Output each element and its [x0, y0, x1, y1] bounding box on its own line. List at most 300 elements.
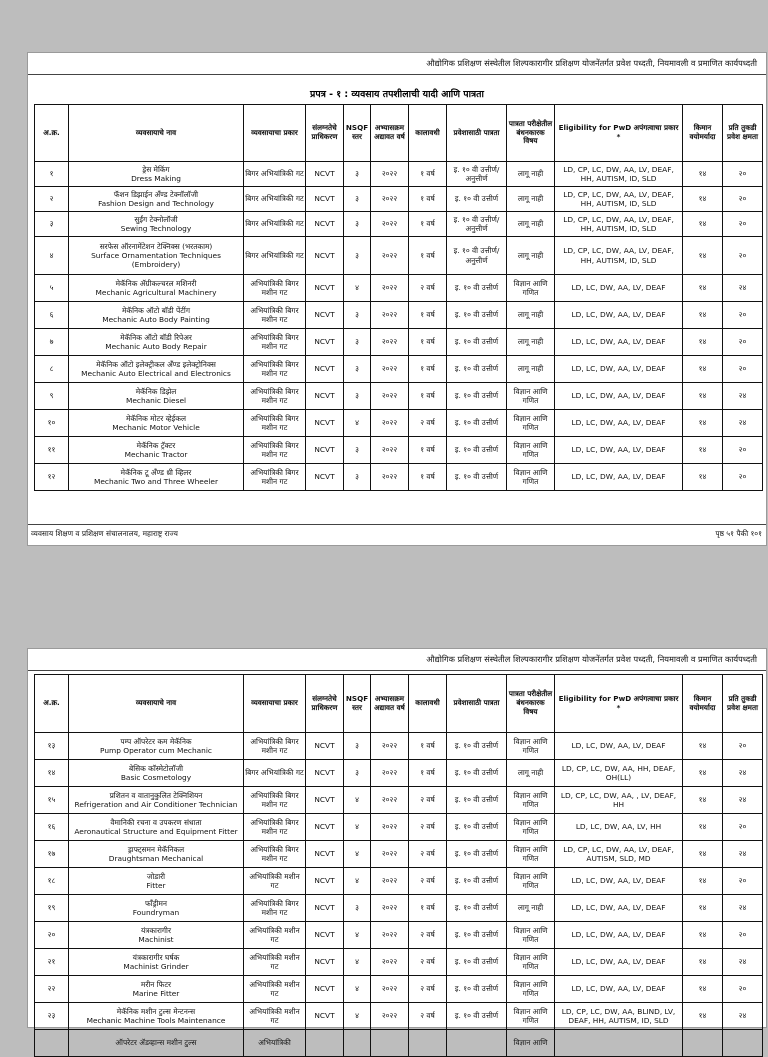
eligibility-cell: इ. १० वी उत्तीर्ण	[447, 895, 507, 922]
eligibility-cell: इ. १० वी उत्तीर्ण	[447, 302, 507, 329]
serial-number-cell: १	[35, 162, 69, 187]
nsqf-level-cell: ४	[344, 410, 371, 437]
nsqf-level-cell: ४	[344, 868, 371, 895]
affiliation-cell: NCVT	[306, 383, 344, 410]
syllabus-year-cell: २०२२	[371, 212, 409, 237]
trade-name-cell	[69, 329, 244, 356]
header-text: औद्योगिक प्रशिक्षण संस्थेतील शिल्पकारागीर प्रशिक्षण योजनेंतर्गत प्रवेश पध्दती, नियमावली व प्रमाणित कार्यपध्दती	[426, 654, 757, 664]
syllabus-year-cell: २०२२	[371, 162, 409, 187]
eligibility-cell: इ. १० वी उत्तीर्ण/अनुत्तीर्ण	[447, 162, 507, 187]
mandatory-subject-cell: विज्ञान आणि गणित	[507, 949, 555, 976]
trade-name-english: Marine Fitter	[132, 989, 180, 998]
trade-name-cell	[69, 187, 244, 212]
eligibility-cell: इ. १० वी उत्तीर्ण	[447, 868, 507, 895]
min-age-cell: १४	[683, 760, 723, 787]
affiliation-cell: NCVT	[306, 976, 344, 1003]
table-row	[35, 275, 763, 302]
column-header: किमान वयोमर्यादा	[683, 675, 723, 733]
trade-name-english: Surface Ornamentation Techniques (Embroidery)	[91, 250, 221, 270]
nsqf-level-cell: ३	[344, 760, 371, 787]
affiliation-cell: NCVT	[306, 237, 344, 275]
pwd-eligibility-cell: LD, CP, LC, DW, AA, , LV, DEAF, HH	[555, 787, 683, 814]
affiliation-cell: NCVT	[306, 868, 344, 895]
syllabus-year-cell: २०२२	[371, 787, 409, 814]
trade-name-cell	[69, 356, 244, 383]
affiliation-cell: NCVT	[306, 464, 344, 491]
mandatory-subject-cell: लागू नाही	[507, 356, 555, 383]
duration-cell: १ वर्ष	[409, 760, 447, 787]
mandatory-subject-cell: लागू नाही	[507, 162, 555, 187]
column-header: कालावधी	[409, 675, 447, 733]
serial-number-cell: १२	[35, 464, 69, 491]
table-row	[35, 922, 763, 949]
duration-cell: १ वर्ष	[409, 329, 447, 356]
syllabus-year-cell: २०२२	[371, 976, 409, 1003]
eligibility-cell: इ. १० वी उत्तीर्ण	[447, 760, 507, 787]
duration-cell: २ वर्ष	[409, 410, 447, 437]
trade-name-english: Mechanic Diesel	[125, 396, 187, 405]
trade-type-cell: अभियांत्रिकी मशीन गट	[244, 922, 306, 949]
syllabus-year-cell: २०२२	[371, 868, 409, 895]
eligibility-cell	[447, 1030, 507, 1057]
table-row	[35, 410, 763, 437]
eligibility-cell: इ. १० वी उत्तीर्ण	[447, 976, 507, 1003]
mandatory-subject-cell: लागू नाही	[507, 187, 555, 212]
table-row	[35, 814, 763, 841]
nsqf-level-cell	[344, 1030, 371, 1057]
trade-type-cell: बिगर अभियांत्रिकी गट	[244, 760, 306, 787]
pwd-eligibility-cell: LD, CP, LC, DW, AA, LV, DEAF, HH, AUTISM, ID, SLD	[555, 212, 683, 237]
syllabus-year-cell: २०२२	[371, 949, 409, 976]
trade-type-cell: अभियांत्रिकी बिगर मशीन गट	[244, 329, 306, 356]
trade-name-marathi: मेकॅनिक ऑटो बॉडी पेंटींग	[121, 305, 191, 315]
pwd-eligibility-cell: LD, LC, DW, AA, LV, DEAF	[555, 437, 683, 464]
table-row	[35, 162, 763, 187]
nsqf-level-cell: ३	[344, 733, 371, 760]
trade-type-cell: अभियांत्रिकी बिगर मशीन गट	[244, 895, 306, 922]
affiliation-cell: NCVT	[306, 187, 344, 212]
eligibility-cell: इ. १० वी उत्तीर्ण	[447, 814, 507, 841]
trade-name-marathi: यंत्रकारागीर	[141, 925, 171, 935]
trade-name-english: Mechanic Auto Body Painting	[102, 315, 210, 324]
trade-type-cell: अभियांत्रिकी बिगर मशीन गट	[244, 841, 306, 868]
table-row	[35, 356, 763, 383]
footer-page-number: पृष्ठ ५१ पैकी १०१	[715, 529, 762, 538]
duration-cell: १ वर्ष	[409, 302, 447, 329]
min-age-cell: १४	[683, 302, 723, 329]
duration-cell: २ वर्ष	[409, 814, 447, 841]
column-header: किमान वयोमर्यादा	[683, 105, 723, 162]
trade-type-cell: अभियांत्रिकी मशीन गट	[244, 949, 306, 976]
column-header: व्यवसायाचे नाव	[69, 105, 244, 162]
batch-capacity-cell: २०	[723, 976, 763, 1003]
trade-type-cell: अभियांत्रिकी बिगर मशीन गट	[244, 733, 306, 760]
batch-capacity-cell: २४	[723, 895, 763, 922]
trade-type-cell: अभियांत्रिकी	[244, 1030, 306, 1057]
pwd-eligibility-cell: LD, LC, DW, AA, LV, DEAF	[555, 329, 683, 356]
pwd-eligibility-cell: LD, CP, LC, DW, AA, HH, DEAF, OH(LL)	[555, 760, 683, 787]
eligibility-cell: इ. १० वी उत्तीर्ण	[447, 949, 507, 976]
duration-cell: १ वर्ष	[409, 464, 447, 491]
nsqf-level-cell: ३	[344, 895, 371, 922]
mandatory-subject-cell: विज्ञान आणि गणित	[507, 1003, 555, 1030]
min-age-cell: १४	[683, 329, 723, 356]
serial-number-cell: ९	[35, 383, 69, 410]
batch-capacity-cell: २४	[723, 787, 763, 814]
trade-name-cell	[69, 302, 244, 329]
table-row	[35, 949, 763, 976]
footer-left: व्यवसाय शिक्षण व प्रशिक्षण संचालनालय, महाराष्ट्र राज्य	[31, 529, 178, 538]
pwd-eligibility-cell: LD, LC, DW, AA, LV, DEAF	[555, 949, 683, 976]
eligibility-cell: इ. १० वी उत्तीर्ण	[447, 733, 507, 760]
affiliation-cell: NCVT	[306, 949, 344, 976]
duration-cell: १ वर्ष	[409, 356, 447, 383]
pwd-eligibility-cell: LD, CP, LC, DW, AA, LV, DEAF, AUTISM, SLD, MD	[555, 841, 683, 868]
column-header: प्रवेशासाठी पात्रता	[447, 105, 507, 162]
syllabus-year-cell: २०२२	[371, 437, 409, 464]
trade-table	[34, 674, 763, 1057]
table-row	[35, 787, 763, 814]
eligibility-cell: इ. १० वी उत्तीर्ण	[447, 383, 507, 410]
column-header: संलग्नतेचे प्राधिकरण	[306, 105, 344, 162]
eligibility-cell: इ. १० वी उत्तीर्ण	[447, 1003, 507, 1030]
trade-type-cell: बिगर अभियांत्रिकी गट	[244, 212, 306, 237]
pwd-eligibility-cell	[555, 1030, 683, 1057]
column-header: NSQF स्तर	[344, 675, 371, 733]
trade-name-marathi: ऑपरेटर ॲडव्हान्स मशीन टुल्स	[115, 1038, 197, 1048]
syllabus-year-cell: २०२२	[371, 237, 409, 275]
batch-capacity-cell: २०	[723, 814, 763, 841]
trade-name-marathi: ड्राफ्ट्समन मेकॅनिकल	[127, 844, 185, 854]
trade-name-cell	[69, 464, 244, 491]
syllabus-year-cell: २०२२	[371, 733, 409, 760]
batch-capacity-cell: २०	[723, 237, 763, 275]
duration-cell: २ वर्ष	[409, 949, 447, 976]
trade-name-marathi: ड्रेस मेकिंग	[142, 164, 170, 174]
eligibility-cell: इ. १० वी उत्तीर्ण	[447, 356, 507, 383]
min-age-cell: १४	[683, 814, 723, 841]
affiliation-cell: NCVT	[306, 437, 344, 464]
syllabus-year-cell	[371, 1030, 409, 1057]
syllabus-year-cell: २०२२	[371, 410, 409, 437]
page-header	[28, 53, 766, 75]
trade-name-cell	[69, 437, 244, 464]
serial-number-cell: ८	[35, 356, 69, 383]
serial-number-cell: १३	[35, 733, 69, 760]
affiliation-cell: NCVT	[306, 212, 344, 237]
trade-name-cell	[69, 841, 244, 868]
min-age-cell: १४	[683, 1003, 723, 1030]
eligibility-cell: इ. १० वी उत्तीर्ण	[447, 410, 507, 437]
trade-type-cell: अभियांत्रिकी बिगर मशीन गट	[244, 437, 306, 464]
serial-number-cell: २३	[35, 1003, 69, 1030]
mandatory-subject-cell: विज्ञान आणि गणित	[507, 383, 555, 410]
trade-type-cell: अभियांत्रिकी बिगर मशीन गट	[244, 787, 306, 814]
min-age-cell: १४	[683, 464, 723, 491]
column-header: प्रति तुकडी प्रवेश क्षमता	[723, 105, 763, 162]
serial-number-cell: ५	[35, 275, 69, 302]
table-row	[35, 1030, 763, 1057]
syllabus-year-cell: २०२२	[371, 275, 409, 302]
syllabus-year-cell: २०२२	[371, 302, 409, 329]
footer-divider	[28, 524, 766, 525]
min-age-cell	[683, 1030, 723, 1057]
min-age-cell: १४	[683, 733, 723, 760]
duration-cell: १ वर्ष	[409, 383, 447, 410]
duration-cell: १ वर्ष	[409, 237, 447, 275]
eligibility-cell: इ. १० वी उत्तीर्ण	[447, 787, 507, 814]
trade-type-cell: अभियांत्रिकी मशीन गट	[244, 1003, 306, 1030]
nsqf-level-cell: ३	[344, 464, 371, 491]
eligibility-cell: इ. १० वी उत्तीर्ण	[447, 275, 507, 302]
page-header	[28, 649, 766, 671]
trade-type-cell: अभियांत्रिकी मशीन गट	[244, 976, 306, 1003]
affiliation-cell: NCVT	[306, 356, 344, 383]
trade-name-english: Mechanic Machine Tools Maintenance	[86, 1016, 226, 1025]
nsqf-level-cell: ३	[344, 237, 371, 275]
trade-name-english: Refrigeration and Air Conditioner Technician	[74, 800, 238, 809]
pwd-eligibility-cell: LD, LC, DW, AA, LV, DEAF	[555, 895, 683, 922]
trade-name-marathi: वैमानिकी रचना व उपकरण संधाता	[110, 817, 202, 827]
column-header: व्यवसायाचा प्रकार	[244, 105, 306, 162]
pwd-eligibility-cell: LD, CP, LC, DW, AA, LV, DEAF, HH, AUTISM, ID, SLD	[555, 237, 683, 275]
trade-name-marathi: फॅशन डिझाईन अँण्ड टेक्नॉलॉजी	[113, 189, 199, 199]
trade-type-cell: अभियांत्रिकी बिगर मशीन गट	[244, 275, 306, 302]
trade-name-cell	[69, 162, 244, 187]
min-age-cell: १४	[683, 437, 723, 464]
trade-name-marathi: जोडारी	[146, 871, 166, 881]
mandatory-subject-cell: विज्ञान आणि गणित	[507, 733, 555, 760]
trade-name-marathi: यंत्रकारागीर घर्षक	[132, 952, 180, 962]
batch-capacity-cell: २४	[723, 383, 763, 410]
serial-number-cell: २२	[35, 976, 69, 1003]
table-header-row	[35, 105, 763, 162]
min-age-cell: १४	[683, 976, 723, 1003]
pwd-eligibility-cell: LD, LC, DW, AA, LV, DEAF	[555, 976, 683, 1003]
mandatory-subject-cell: विज्ञान आणि गणित	[507, 814, 555, 841]
table-body	[35, 162, 763, 491]
mandatory-subject-cell: लागू नाही	[507, 237, 555, 275]
pwd-eligibility-cell: LD, LC, DW, AA, LV, DEAF	[555, 464, 683, 491]
syllabus-year-cell: २०२२	[371, 187, 409, 212]
trade-name-cell	[69, 1030, 244, 1057]
duration-cell: २ वर्ष	[409, 922, 447, 949]
serial-number-cell: ६	[35, 302, 69, 329]
nsqf-level-cell: ४	[344, 275, 371, 302]
nsqf-level-cell: ४	[344, 814, 371, 841]
trade-name-cell	[69, 1003, 244, 1030]
min-age-cell: १४	[683, 949, 723, 976]
affiliation-cell: NCVT	[306, 162, 344, 187]
serial-number-cell: १४	[35, 760, 69, 787]
trade-name-english: Aeronautical Structure and Equipment Fitter	[74, 827, 238, 836]
trade-name-cell	[69, 733, 244, 760]
nsqf-level-cell: ४	[344, 976, 371, 1003]
min-age-cell: १४	[683, 237, 723, 275]
min-age-cell: १४	[683, 868, 723, 895]
duration-cell: १ वर्ष	[409, 733, 447, 760]
trade-name-english: Dress Making	[131, 174, 181, 183]
duration-cell: १ वर्ष	[409, 187, 447, 212]
min-age-cell: १४	[683, 922, 723, 949]
eligibility-cell: इ. १० वी उत्तीर्ण	[447, 329, 507, 356]
serial-number-cell: ३	[35, 212, 69, 237]
serial-number-cell: १०	[35, 410, 69, 437]
affiliation-cell: NCVT	[306, 302, 344, 329]
batch-capacity-cell: २०	[723, 329, 763, 356]
pwd-eligibility-cell: LD, LC, DW, AA, LV, DEAF	[555, 275, 683, 302]
syllabus-year-cell: २०२२	[371, 356, 409, 383]
trade-name-english: Machinist Grinder	[123, 962, 189, 971]
affiliation-cell: NCVT	[306, 814, 344, 841]
eligibility-cell: इ. १० वी उत्तीर्ण	[447, 922, 507, 949]
affiliation-cell: NCVT	[306, 410, 344, 437]
trade-type-cell: अभियांत्रिकी बिगर मशीन गट	[244, 464, 306, 491]
affiliation-cell: NCVT	[306, 1003, 344, 1030]
duration-cell: १ वर्ष	[409, 212, 447, 237]
eligibility-cell: इ. १० वी उत्तीर्ण	[447, 437, 507, 464]
trade-name-english: Mechanic Auto Body Repair	[105, 342, 207, 351]
table-row	[35, 464, 763, 491]
batch-capacity-cell: २४	[723, 410, 763, 437]
serial-number-cell	[35, 1030, 69, 1057]
mandatory-subject-cell: विज्ञान आणि गणित	[507, 841, 555, 868]
pwd-eligibility-cell: LD, LC, DW, AA, LV, DEAF	[555, 733, 683, 760]
affiliation-cell: NCVT	[306, 895, 344, 922]
batch-capacity-cell: २०	[723, 733, 763, 760]
mandatory-subject-cell: विज्ञान आणि गणित	[507, 976, 555, 1003]
affiliation-cell: NCVT	[306, 787, 344, 814]
mandatory-subject-cell: विज्ञान आणि	[507, 1030, 555, 1057]
trade-name-english: Mechanic Motor Vehicle	[112, 423, 200, 432]
min-age-cell: १४	[683, 187, 723, 212]
trade-name-english: Machinist	[138, 935, 174, 944]
pwd-eligibility-cell: LD, LC, DW, AA, LV, DEAF	[555, 922, 683, 949]
batch-capacity-cell: २४	[723, 275, 763, 302]
syllabus-year-cell: २०२२	[371, 383, 409, 410]
duration-cell: २ वर्ष	[409, 1003, 447, 1030]
table-row	[35, 329, 763, 356]
affiliation-cell: NCVT	[306, 841, 344, 868]
trade-type-cell: बिगर अभियांत्रिकी गट	[244, 237, 306, 275]
duration-cell: २ वर्ष	[409, 841, 447, 868]
batch-capacity-cell: २०	[723, 464, 763, 491]
trade-name-cell	[69, 212, 244, 237]
column-header: Eligibility for PwD अपंगत्वाचा प्रकार *	[555, 105, 683, 162]
duration-cell: २ वर्ष	[409, 787, 447, 814]
nsqf-level-cell: ३	[344, 329, 371, 356]
table-body	[35, 733, 763, 1057]
column-header: व्यवसायाचे नाव	[69, 675, 244, 733]
affiliation-cell: NCVT	[306, 329, 344, 356]
syllabus-year-cell: २०२२	[371, 841, 409, 868]
batch-capacity-cell: २०	[723, 187, 763, 212]
trade-table	[34, 104, 763, 491]
trade-name-marathi: मेकॅनिक ऑटो बॉडी रिपेअर	[120, 332, 192, 342]
trade-name-cell	[69, 237, 244, 275]
min-age-cell: १४	[683, 410, 723, 437]
trade-name-cell	[69, 760, 244, 787]
nsqf-level-cell: ३	[344, 383, 371, 410]
trade-type-cell: अभियांत्रिकी बिगर मशीन गट	[244, 302, 306, 329]
min-age-cell: १४	[683, 841, 723, 868]
trade-name-english: Fitter	[146, 881, 166, 890]
serial-number-cell: १६	[35, 814, 69, 841]
table-row	[35, 841, 763, 868]
header-text: औद्योगिक प्रशिक्षण संस्थेतील शिल्पकारागीर प्रशिक्षण योजनेंतर्गत प्रवेश पध्दती, नियमावली व प्रमाणित कार्यपध्दती	[426, 58, 757, 68]
pwd-eligibility-cell: LD, LC, DW, AA, LV, DEAF	[555, 302, 683, 329]
batch-capacity-cell: २०	[723, 302, 763, 329]
column-header: कालावधी	[409, 105, 447, 162]
trade-name-english: Basic Cosmetology	[120, 773, 192, 782]
column-header: व्यवसायाचा प्रकार	[244, 675, 306, 733]
trade-name-marathi: मेकॅनिक ट्रॅक्टर	[136, 440, 176, 450]
mandatory-subject-cell: लागू नाही	[507, 212, 555, 237]
batch-capacity-cell: २४	[723, 949, 763, 976]
affiliation-cell: NCVT	[306, 760, 344, 787]
serial-number-cell: ४	[35, 237, 69, 275]
trade-name-cell	[69, 976, 244, 1003]
pwd-eligibility-cell: LD, LC, DW, AA, LV, DEAF	[555, 356, 683, 383]
min-age-cell: १४	[683, 162, 723, 187]
mandatory-subject-cell: विज्ञान आणि गणित	[507, 275, 555, 302]
batch-capacity-cell: २०	[723, 437, 763, 464]
min-age-cell: १४	[683, 383, 723, 410]
trade-name-marathi: मेकॅनिक ॲग्रीकल्चरल मशिनरी	[115, 278, 197, 288]
mandatory-subject-cell: विज्ञान आणि गणित	[507, 410, 555, 437]
min-age-cell: १४	[683, 787, 723, 814]
trade-name-marathi: मेकॅनिक मोटर व्हेईकल	[126, 413, 186, 423]
column-header: पात्रता परीक्षेतील बंधनकारक विषय	[507, 675, 555, 733]
table-row	[35, 976, 763, 1003]
column-header: पात्रता परीक्षेतील बंधनकारक विषय	[507, 105, 555, 162]
mandatory-subject-cell: लागू नाही	[507, 329, 555, 356]
batch-capacity-cell: २०	[723, 356, 763, 383]
trade-type-cell: अभियांत्रिकी मशीन गट	[244, 868, 306, 895]
batch-capacity-cell: २४	[723, 760, 763, 787]
trade-name-english: Mechanic Auto Electrical and Electronics	[81, 369, 231, 378]
column-header: संलग्नतेचे प्राधिकरण	[306, 675, 344, 733]
trade-name-marathi: मरीन फिटर	[140, 979, 172, 989]
trade-name-cell	[69, 922, 244, 949]
syllabus-year-cell: २०२२	[371, 895, 409, 922]
table-row	[35, 383, 763, 410]
serial-number-cell: २	[35, 187, 69, 212]
duration-cell	[409, 1030, 447, 1057]
duration-cell: १ वर्ष	[409, 437, 447, 464]
trade-name-marathi: बेसिक कॉस्मेटोलॉजी	[128, 763, 183, 773]
column-header: अभ्यासक्रम अद्यावत वर्ष	[371, 105, 409, 162]
trade-name-cell	[69, 895, 244, 922]
serial-number-cell: १५	[35, 787, 69, 814]
trade-name-cell	[69, 868, 244, 895]
pwd-eligibility-cell: LD, CP, LC, DW, AA, BLIND, LV, DEAF, HH, AUTISM, ID, SLD	[555, 1003, 683, 1030]
trade-name-english: Draughtsman Mechanical	[108, 854, 204, 863]
mandatory-subject-cell: विज्ञान आणि गणित	[507, 922, 555, 949]
nsqf-level-cell: ४	[344, 787, 371, 814]
table-row	[35, 212, 763, 237]
pwd-eligibility-cell: LD, LC, DW, AA, LV, DEAF	[555, 868, 683, 895]
nsqf-level-cell: ३	[344, 302, 371, 329]
table-row	[35, 237, 763, 275]
duration-cell: १ वर्ष	[409, 162, 447, 187]
nsqf-level-cell: ४	[344, 922, 371, 949]
eligibility-cell: इ. १० वी उत्तीर्ण	[447, 841, 507, 868]
batch-capacity-cell: २४	[723, 1003, 763, 1030]
column-header: अ.क्र.	[35, 105, 69, 162]
min-age-cell: १४	[683, 275, 723, 302]
syllabus-year-cell: २०२२	[371, 464, 409, 491]
